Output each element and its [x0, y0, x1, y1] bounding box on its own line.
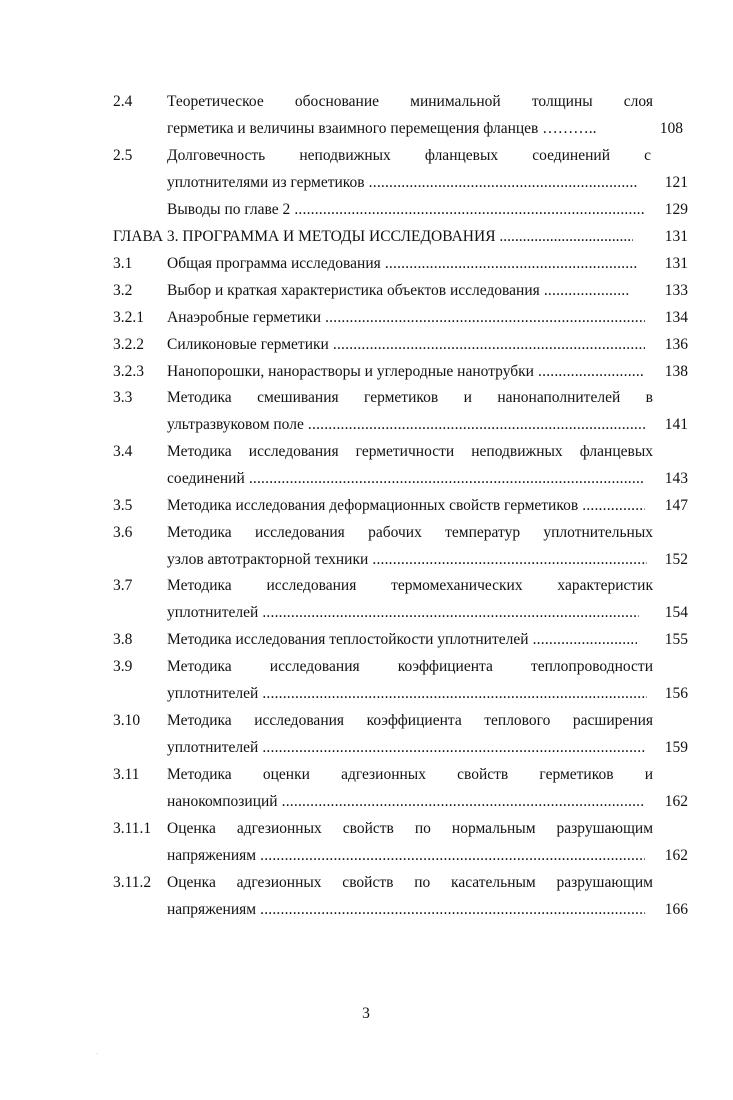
toc-title: Методика смешивания герметиков и нанонаполнителей в	[167, 389, 653, 406]
toc-number: 2.5	[113, 147, 133, 164]
toc-number: 3.4	[113, 443, 133, 460]
toc-page: 129	[664, 201, 688, 218]
toc-number: 3.11.2	[113, 874, 152, 891]
toc-page: 108	[659, 120, 683, 137]
toc-number: 3.2.2	[113, 336, 144, 353]
toc-page: 131	[664, 255, 688, 272]
toc-title: Методика исследования теплостойкости уплотнителей .....	[167, 630, 637, 650]
toc-number: 3.5	[113, 497, 133, 514]
toc-title: Методика исследования коэффициента теплового расширения	[167, 712, 653, 729]
toc-title: Методика исследования деформационных свойств герметиков .....	[167, 496, 645, 516]
scan-speck: ·	[96, 1050, 99, 1058]
toc-page: 162	[664, 847, 688, 864]
toc-page: 147	[664, 497, 688, 514]
toc-title-cont: нанокомпозиций .....	[167, 792, 645, 812]
toc-page: 152	[664, 551, 688, 568]
toc-page: 134	[664, 309, 688, 326]
toc-title-cont: напряжениям .....	[167, 846, 645, 866]
toc-title: Общая программа исследования .....	[167, 254, 637, 274]
toc-number: 3.10	[113, 712, 141, 729]
toc-number: 3.1	[113, 255, 133, 272]
toc-page: 133	[664, 282, 688, 299]
toc-page: 138	[664, 363, 688, 380]
toc-number: 3.3	[113, 389, 133, 406]
toc-title: Силиконовые герметики .....	[167, 335, 645, 355]
toc-title: Методика оценки адгезионных свойств герметиков и	[167, 766, 653, 783]
toc-title: Выводы по главе 2 .....	[167, 200, 645, 220]
toc-title: Нанопорошки, нанорастворы и углеродные нанотрубки .....	[167, 362, 645, 382]
toc-title-cont: соединений .....	[167, 469, 645, 489]
toc-number: 2.4	[113, 93, 133, 110]
toc-page: 166	[664, 901, 688, 918]
toc-number: 3.2.3	[113, 363, 144, 380]
toc-title-cont: уплотнителей .....	[167, 684, 647, 704]
toc-number: 3.2.1	[113, 309, 144, 326]
toc-number: 3.8	[113, 631, 133, 648]
toc-title-cont: напряжениям .....	[167, 900, 645, 920]
toc-title: Теоретическое обоснование минимальной толщины слоя	[167, 93, 653, 110]
toc-number: 3.7	[113, 577, 133, 594]
toc-page: 155	[664, 631, 688, 648]
toc-number: 3.11	[113, 766, 140, 783]
toc-title: Выбор и краткая характеристика объектов исследования .....	[167, 281, 629, 301]
toc-title: Оценка адгезионных свойств по касательным разрушающим	[167, 874, 653, 891]
toc-page: 136	[664, 336, 688, 353]
toc-title: Методика исследования коэффициента теплопроводности	[167, 658, 653, 675]
toc-title-cont: уплотнителей .....	[167, 738, 645, 758]
toc-title-cont: уплотнителями из герметиков .....	[167, 173, 637, 193]
toc-page: 143	[664, 470, 688, 487]
toc-title: Оценка адгезионных свойств по нормальным разрушающим	[167, 820, 653, 837]
toc-number: 3.11.1	[113, 820, 152, 837]
toc-page: 131	[664, 228, 688, 245]
toc-title-cont: герметика и величины взаимного перемещения фланцев ………..	[167, 120, 597, 137]
toc-number: 3.9	[113, 658, 133, 675]
toc-title-cont: ультразвуковом поле .....	[167, 415, 645, 435]
toc-chapter-title: ГЛАВА 3. ПРОГРАММА И МЕТОДЫ ИССЛЕДОВАНИЯ .....	[113, 227, 633, 247]
toc-number: 3.6	[113, 524, 133, 541]
toc-page: 154	[664, 604, 688, 621]
toc-title: Долговечность неподвижных фланцевых соединений с	[167, 147, 651, 164]
toc-page: 162	[664, 793, 688, 810]
toc-title: Анаэробные герметики .....	[167, 308, 645, 328]
page-number: 3	[362, 1005, 370, 1022]
toc-page: 141	[664, 416, 688, 433]
toc-page: 121	[664, 174, 688, 191]
toc-page: 159	[664, 739, 688, 756]
toc-page: 156	[664, 685, 688, 702]
toc-number: 3.2	[113, 282, 133, 299]
toc-title: Методика исследования рабочих температур уплотнительных	[167, 524, 653, 541]
toc-title: Методика исследования герметичности неподвижных фланцевых	[167, 443, 653, 460]
toc-title-cont: уплотнителей .....	[167, 603, 639, 623]
toc-title: Методика исследования термомеханических характеристик	[167, 577, 653, 594]
toc-title-cont: узлов автотракторной техники .....	[167, 550, 647, 570]
